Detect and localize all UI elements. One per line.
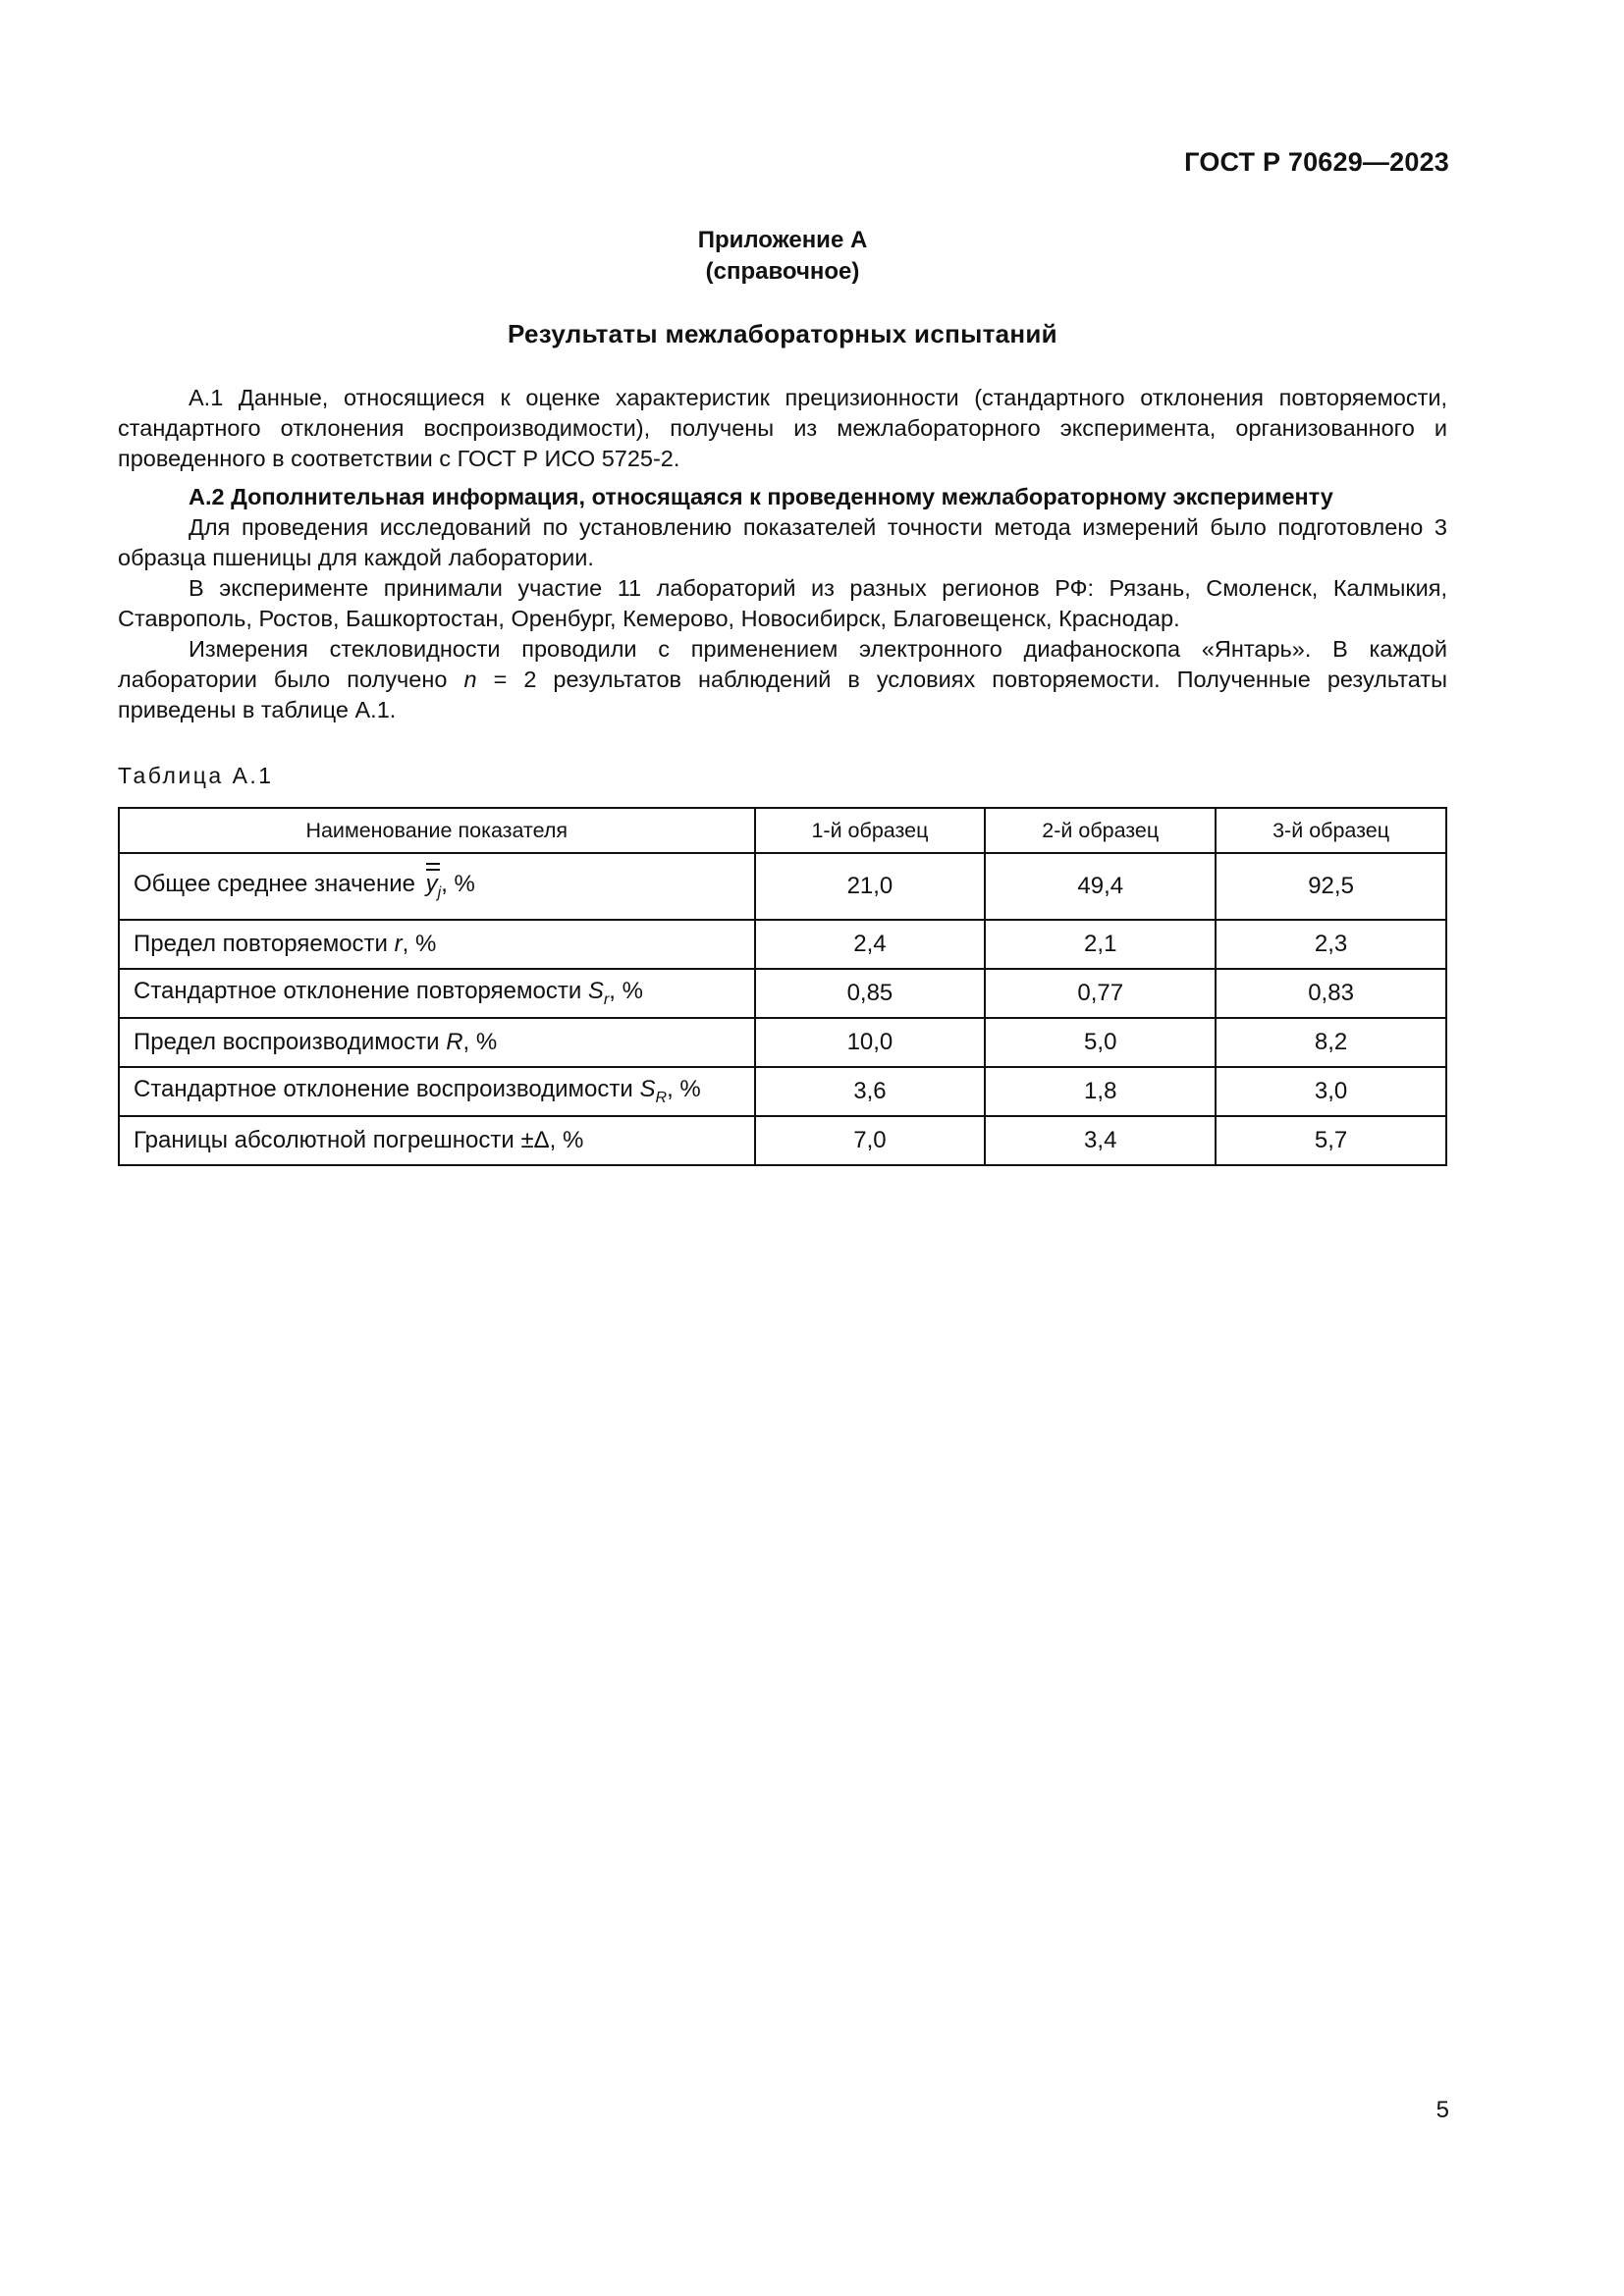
cell-value: 1,8 [985,1067,1216,1116]
cell-value: 49,4 [985,853,1216,920]
paragraph-a2-heading: А.2 Дополнительная информация, относящаяся к проведенному межлабораторному эксперименту [189,484,1333,509]
cell-value: 5,0 [985,1018,1216,1067]
row-label: Предел повторяемости r, % [119,920,755,969]
section-title: Результаты межлабораторных испытаний [508,319,1057,348]
row-label: Границы абсолютной погрешности ±Δ, % [119,1116,755,1165]
header-indicator: Наименование показателя [119,808,755,853]
row-label: Общее среднее значение $y_j$, % [119,853,755,920]
paragraph-measurements-part1: Измерения стекловидности проводили с применением электронного диафаноскопа «Янтарь». В каждой лаборатории было получено [118,636,1447,692]
row-label: Стандартное отклонение повторяемости $S_r$, % [119,969,755,1018]
cell-value: 7,0 [755,1116,986,1165]
table-caption: Таблица А.1 [118,763,274,788]
variable-n: n [463,667,477,692]
cell-value: 3,4 [985,1116,1216,1165]
row-label: Стандартное отклонение воспроизводимости $S_R$, % [119,1067,755,1116]
cell-value: 2,4 [755,920,986,969]
table-row [119,853,1446,920]
cell-value: 10,0 [755,1018,986,1067]
paragraph-measurements-part2: = 2 результатов наблюдений в условиях повторяемости. Полученные результаты приведены в таблице А.1. [118,667,1448,722]
table-row [119,969,1446,1018]
table-row [119,920,1446,969]
table-header-row [119,808,1446,853]
table-row [119,1018,1446,1067]
page-number: 5 [1435,2097,1449,2123]
cell-value: 21,0 [755,853,986,920]
paragraph-laboratories: В эксперименте принимали участие 11 лабораторий из разных регионов РФ: Рязань, Смоленск, Калмыкия, Ставрополь, Ростов, Башкортостан, Оренбург, Кемерово, Новосибирск, Благовещенск, Краснодар. [118,575,1447,631]
appendix-title: Приложение А [697,227,868,253]
grand-mean-symbol: y [426,871,438,898]
paragraph-a1: А.1 Данные, относящиеся к оценке характеристик прецизионности (стандартного отклонения повторяемости, стандартного отклонения воспроизводимости), получены из межлабораторного эксперимента, организованного и проведенного в соответствии с ГОСТ Р ИСО 5725-2. [118,385,1447,471]
cell-value: 2,1 [985,920,1216,969]
cell-value: 0,85 [755,969,986,1018]
cell-value: 5,7 [1216,1116,1446,1165]
paragraph-measurements [118,634,1447,725]
cell-value: 0,83 [1216,969,1446,1018]
paragraph-samples: Для проведения исследований по установлению показателей точности метода измерений было подготовлено 3 образца пшеницы для каждой лаборатории. [118,514,1447,570]
body-text [118,383,1447,725]
row-label: Предел воспроизводимости R, % [119,1018,755,1067]
appendix-note: (справочное) [705,258,860,285]
cell-value: 92,5 [1216,853,1446,920]
results-table [118,807,1447,1166]
cell-value: 0,77 [985,969,1216,1018]
header-sample-2: 2-й образец [985,808,1216,853]
cell-value: 2,3 [1216,920,1446,969]
header-sample-1: 1-й образец [755,808,986,853]
table-row [119,1067,1446,1116]
standard-code: ГОСТ Р 70629—2023 [1184,147,1449,177]
cell-value: 3,0 [1216,1067,1446,1116]
cell-value: 3,6 [755,1067,986,1116]
cell-value: 8,2 [1216,1018,1446,1067]
header-sample-3: 3-й образец [1216,808,1446,853]
table-row [119,1116,1446,1165]
